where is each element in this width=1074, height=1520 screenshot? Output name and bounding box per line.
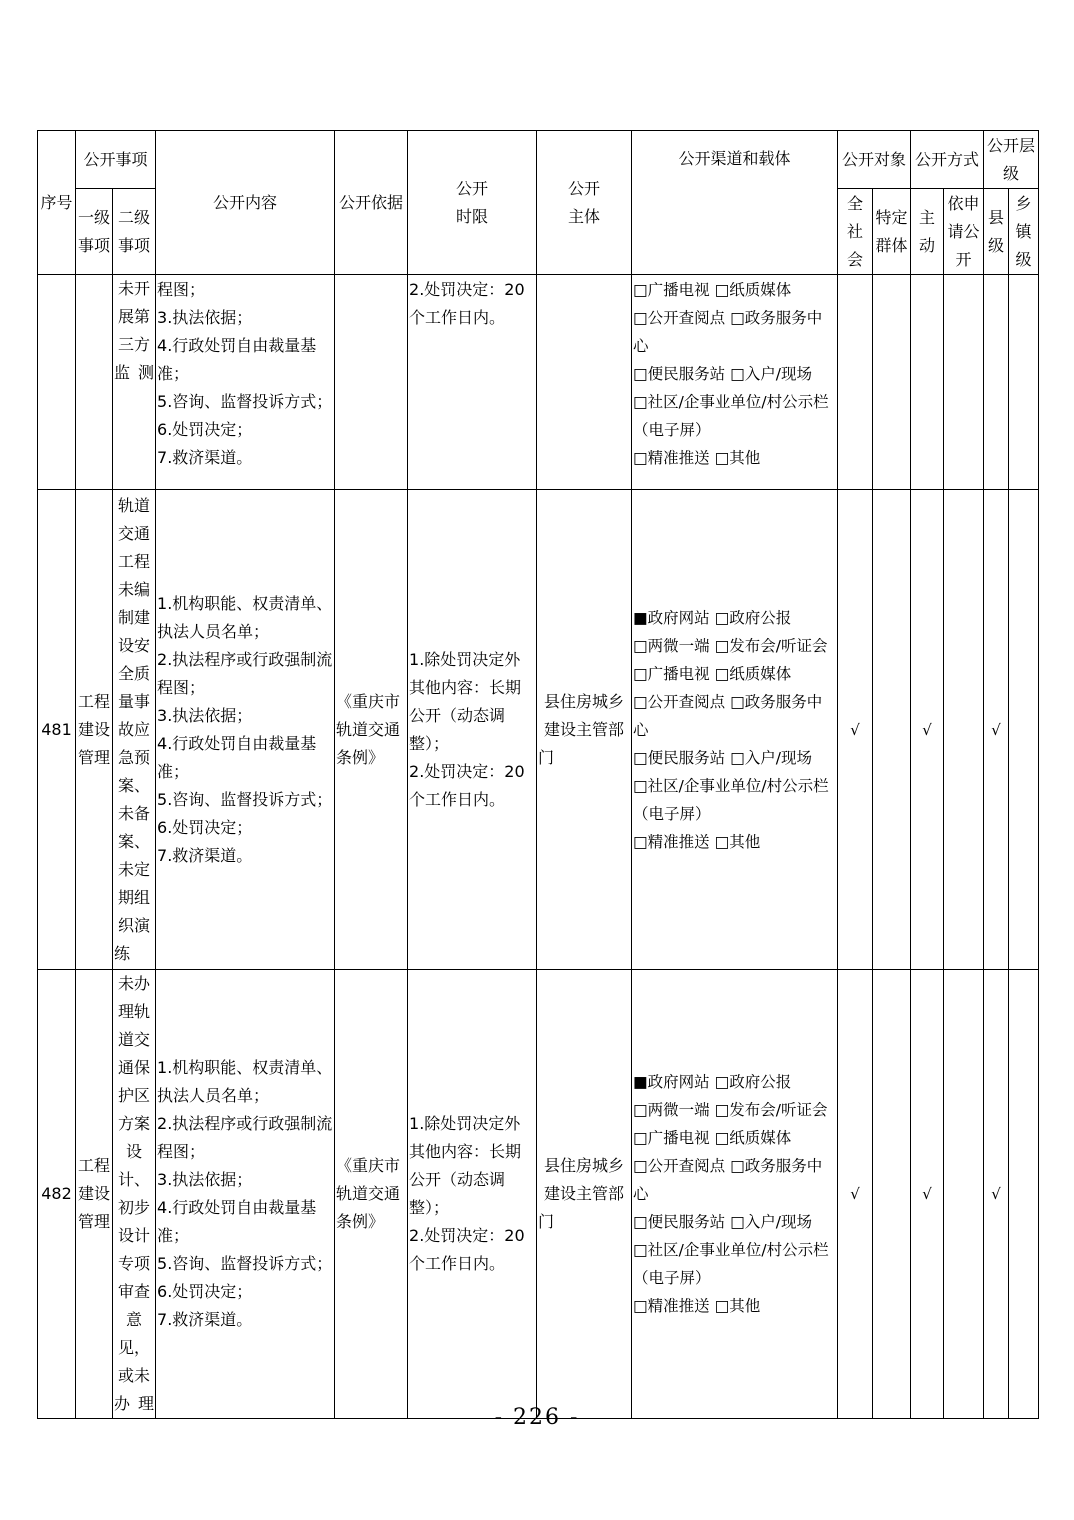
header-level2: 二级事项	[113, 189, 156, 275]
header-seq: 序号	[38, 131, 76, 275]
row-society: √	[838, 490, 873, 970]
row-channel: ■政府网站 □政府公报 □两微一端 □发布会/听证会 □广播电视 □纸质媒体 □公开查阅点 □政务服务中心 □便民服务站 □入户/现场 □社区/企事业单位/村公示栏（电子屏） □精准推送 □其他	[632, 970, 838, 1419]
header-county: 县 级	[984, 189, 1009, 275]
row-township	[1009, 275, 1039, 490]
row-level2: 轨道交通工程未编制建设安全质量事故应急预案、未备案、未定期组织演练	[113, 490, 156, 970]
row-basis	[335, 275, 408, 490]
header-township: 乡 镇 级	[1009, 189, 1039, 275]
header-content: 公开内容	[156, 131, 335, 275]
header-matter: 公开事项	[76, 131, 156, 189]
row-deadline: 1.除处罚决定外其他内容：长期公开（动态调整）； 2.处罚决定：20个工作日内。	[408, 970, 537, 1419]
row-deadline: 1.除处罚决定外其他内容：长期公开（动态调整）； 2.处罚决定：20个工作日内。	[408, 490, 537, 970]
row-seq: 482	[38, 970, 76, 1419]
row-channel: ■政府网站 □政府公报 □两微一端 □发布会/听证会 □广播电视 □纸质媒体 □公开查阅点 □政务服务中心 □便民服务站 □入户/现场 □社区/企事业单位/村公示栏（电子屏） □精准推送 □其他	[632, 490, 838, 970]
row-seq	[38, 275, 76, 490]
row-specific	[873, 490, 911, 970]
row-township	[1009, 490, 1039, 970]
row-active	[911, 275, 944, 490]
row-content: 1.机构职能、权责清单、执法人员名单； 2.执法程序或行政强制流程图； 3.执法依据； 4.行政处罚自由裁量基准； 5.咨询、监督投诉方式； 6.处罚决定； 7.救济渠道。	[156, 970, 335, 1419]
row-active: √	[911, 970, 944, 1419]
header-request: 依申 请公 开	[944, 189, 984, 275]
row-request	[944, 275, 984, 490]
row-specific	[873, 970, 911, 1419]
row-basis: 《重庆市轨道交通条例》	[335, 490, 408, 970]
table-row	[38, 275, 1039, 490]
row-content: 1.机构职能、权责清单、执法人员名单； 2.执法程序或行政强制流程图； 3.执法依据； 4.行政处罚自由裁量基准； 5.咨询、监督投诉方式； 6.处罚决定； 7.救济渠道。	[156, 490, 335, 970]
header-level1: 一级事项	[76, 189, 113, 275]
row-subject: 县住房城乡建设主管部门	[537, 490, 632, 970]
row-seq: 481	[38, 490, 76, 970]
row-township	[1009, 970, 1039, 1419]
row-level1	[76, 275, 113, 490]
row-active: √	[911, 490, 944, 970]
row-county	[984, 275, 1009, 490]
header-channel: 公开渠道和载体	[632, 131, 838, 275]
row-channel: □广播电视 □纸质媒体 □公开查阅点 □政务服务中心 □便民服务站 □入户/现场 □社区/企事业单位/村公示栏（电子屏） □精准推送 □其他	[632, 275, 838, 490]
table-row	[38, 970, 1039, 1419]
row-specific	[873, 275, 911, 490]
row-county: √	[984, 490, 1009, 970]
header-object: 公开对象	[838, 131, 911, 189]
header-active: 主 动	[911, 189, 944, 275]
row-society	[838, 275, 873, 490]
header-basis: 公开依据	[335, 131, 408, 275]
header-society: 全 社 会	[838, 189, 873, 275]
row-level2: 未开展第三方监测	[113, 275, 156, 490]
row-basis: 《重庆市轨道交通条例》	[335, 970, 408, 1419]
row-level1: 工程建设管理	[76, 970, 113, 1419]
header-subject: 公开 主体	[537, 131, 632, 275]
header-deadline: 公开 时限	[408, 131, 537, 275]
table-row	[38, 490, 1039, 970]
row-deadline: 2.处罚决定：20个工作日内。	[408, 275, 537, 490]
row-subject	[537, 275, 632, 490]
row-county: √	[984, 970, 1009, 1419]
row-subject: 县住房城乡建设主管部门	[537, 970, 632, 1419]
header-specific: 特定 群体	[873, 189, 911, 275]
header-method: 公开方式	[911, 131, 984, 189]
row-content: 程图； 3.执法依据； 4.行政处罚自由裁量基准； 5.咨询、监督投诉方式； 6.处罚决定； 7.救济渠道。	[156, 275, 335, 490]
page-number: - 226 -	[494, 1405, 580, 1430]
header-row-top	[38, 131, 1039, 189]
row-level1: 工程建设管理	[76, 490, 113, 970]
disclosure-table	[37, 130, 1039, 1419]
header-tier: 公开层级	[984, 131, 1039, 189]
row-request	[944, 490, 984, 970]
row-level2: 未办理轨道交通保护区方案设计、初步设计专项审查意见，或未办理	[113, 970, 156, 1419]
row-request	[944, 970, 984, 1419]
row-society: √	[838, 970, 873, 1419]
